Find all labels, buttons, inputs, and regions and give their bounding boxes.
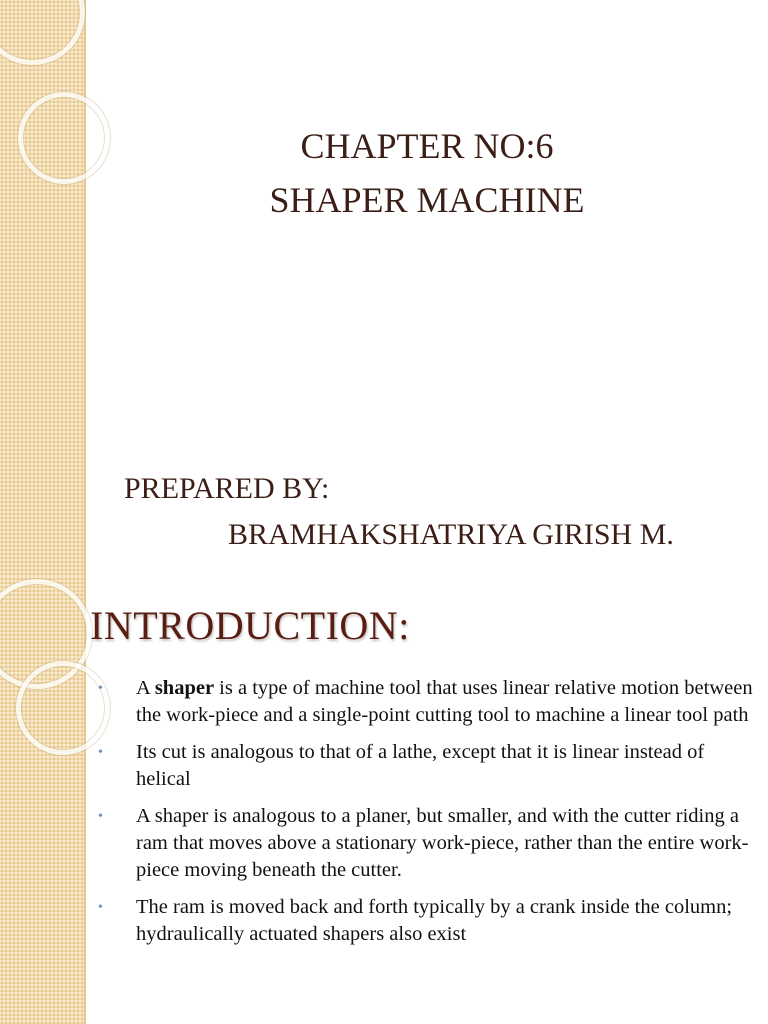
- bullet-icon: •: [98, 809, 103, 824]
- bullet-icon: •: [98, 900, 103, 915]
- list-item: [96, 803, 762, 884]
- author-name: BRAMHAKSHATRIYA GIRISH M.: [228, 518, 674, 551]
- bullet-text: Its cut is analogous to that of a lathe, except that it is linear instead of helical: [136, 741, 705, 790]
- bullet-bold-term: shaper: [154, 677, 215, 699]
- bullet-prefix: A: [136, 677, 155, 699]
- prepared-by-label: PREPARED BY:: [124, 472, 330, 505]
- chapter-number: CHAPTER NO:6: [300, 126, 554, 166]
- bullet-icon: •: [98, 745, 103, 760]
- bullet-icon: •: [98, 681, 103, 696]
- introduction-slide: [0, 577, 768, 1024]
- section-heading: INTRODUCTION:: [90, 603, 410, 648]
- slide-title: SHAPER MACHINE: [269, 180, 585, 220]
- bullet-text: is a type of machine tool that uses linear relative motion between the work-piece and a single-point cutting tool to machine a linear tool path: [136, 677, 753, 726]
- strip-edge-line: [84, 0, 86, 577]
- bullet-list: [96, 675, 762, 958]
- bullet-text: The ram is moved back and forth typically by a crank inside the column; hydraulically actuated shapers also exist: [136, 896, 733, 945]
- list-item: [96, 739, 762, 793]
- list-item: [96, 675, 762, 729]
- list-item: [96, 894, 762, 948]
- bullet-text: A shaper is analogous to a planer, but smaller, and with the cutter riding a ram that moves above a stationary work-piece, rather than the entire work-piece moving beneath the cutter.: [136, 805, 749, 881]
- decorative-side-strip: [0, 0, 84, 577]
